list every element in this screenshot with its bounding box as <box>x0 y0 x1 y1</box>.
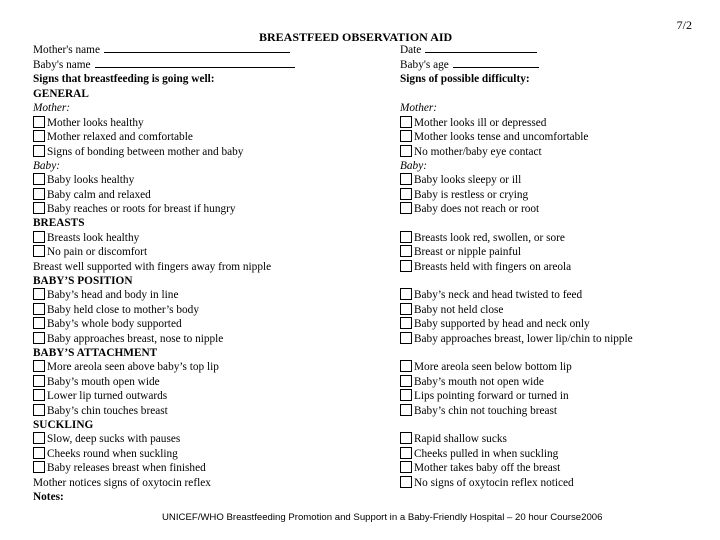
checklist-item[interactable]: Mother looks tense and uncomfortable <box>400 130 588 144</box>
checkbox[interactable] <box>33 389 45 401</box>
section-breasts: BREASTS <box>33 217 85 229</box>
checkbox[interactable] <box>400 476 412 488</box>
checklist-item[interactable]: Baby looks sleepy or ill <box>400 173 521 187</box>
checkbox[interactable] <box>400 130 412 142</box>
checklist-item[interactable]: Breast or nipple painful <box>400 245 521 259</box>
section-general: GENERAL <box>33 88 89 100</box>
checkbox[interactable] <box>33 188 45 200</box>
checkbox[interactable] <box>33 332 45 344</box>
sublabel-mother: Mother: <box>33 102 71 114</box>
checkbox[interactable] <box>400 317 412 329</box>
checkbox[interactable] <box>400 288 412 300</box>
checklist-item[interactable]: Baby’s neck and head twisted to feed <box>400 288 582 302</box>
checkbox[interactable] <box>400 260 412 272</box>
babys-age-field <box>400 58 539 71</box>
checkbox[interactable] <box>400 202 412 214</box>
suckling-note: Mother notices signs of oxytocin reflex <box>33 477 211 489</box>
checklist-item[interactable]: No signs of oxytocin reflex noticed <box>400 476 574 490</box>
checkbox[interactable] <box>33 360 45 372</box>
checkbox[interactable] <box>400 404 412 416</box>
checklist-item[interactable]: Breasts held with fingers on areola <box>400 260 571 274</box>
checkbox[interactable] <box>33 303 45 315</box>
checkbox[interactable] <box>33 116 45 128</box>
checklist-item[interactable]: Lower lip turned outwards <box>33 389 167 403</box>
checklist-item[interactable]: Baby’s mouth open wide <box>33 375 160 389</box>
checklist-item[interactable]: Baby’s chin touches breast <box>33 404 168 418</box>
checklist-item[interactable]: Baby releases breast when finished <box>33 461 206 475</box>
checkbox[interactable] <box>400 461 412 473</box>
checklist-item[interactable]: Lips pointing forward or turned in <box>400 389 569 403</box>
checkbox[interactable] <box>400 303 412 315</box>
checklist-item[interactable]: More areola seen below bottom lip <box>400 360 572 374</box>
checkbox[interactable] <box>33 145 45 157</box>
checklist-item[interactable]: Mother takes baby off the breast <box>400 461 560 475</box>
checklist-item[interactable]: Baby approaches breast, nose to nipple <box>33 332 223 346</box>
checklist-item[interactable]: Baby does not reach or root <box>400 202 539 216</box>
checklist-item[interactable]: Baby is restless or crying <box>400 188 528 202</box>
checkbox[interactable] <box>33 432 45 444</box>
sublabel-baby: Baby: <box>400 160 427 172</box>
checkbox[interactable] <box>400 188 412 200</box>
checklist-item[interactable]: Baby reaches or roots for breast if hungry <box>33 202 236 216</box>
checklist-item[interactable]: Signs of bonding between mother and baby <box>33 145 243 159</box>
checkbox[interactable] <box>33 461 45 473</box>
checklist-item[interactable]: No pain or discomfort <box>33 245 147 259</box>
mothers-name-label: Mother's name <box>33 44 100 56</box>
left-heading: Signs that breastfeeding is going well: <box>33 73 215 85</box>
checkbox[interactable] <box>33 447 45 459</box>
babys-name-label: Baby's name <box>33 59 91 71</box>
checklist-item[interactable]: Baby not held close <box>400 303 503 317</box>
checklist-item[interactable]: Baby’s mouth not open wide <box>400 375 544 389</box>
checklist-item[interactable]: Baby approaches breast, lower lip/chin to nipple <box>400 332 633 346</box>
sublabel-mother: Mother: <box>400 102 438 114</box>
checklist-item[interactable]: Baby calm and relaxed <box>33 188 151 202</box>
checkbox[interactable] <box>400 432 412 444</box>
checkbox[interactable] <box>33 173 45 185</box>
checkbox[interactable] <box>33 130 45 142</box>
footer: UNICEF/WHO Breastfeeding Promotion and Support in a Baby-Friendly Hospital – 20 hour Course2006 <box>162 512 603 523</box>
checklist-item[interactable]: Breasts look healthy <box>33 231 139 245</box>
mothers-name-field <box>33 43 290 56</box>
checklist-item[interactable]: More areola seen above baby’s top lip <box>33 360 219 374</box>
checklist-item[interactable]: Cheeks pulled in when suckling <box>400 447 558 461</box>
page-number: 7/2 <box>676 18 692 32</box>
checklist-item[interactable]: Mother relaxed and comfortable <box>33 130 193 144</box>
sublabel-baby: Baby: <box>33 160 60 172</box>
checklist-item[interactable]: Baby’s chin not touching breast <box>400 404 557 418</box>
checklist-item[interactable]: Mother looks ill or depressed <box>400 116 546 130</box>
section-attachment: BABY’S ATTACHMENT <box>33 347 158 359</box>
checkbox[interactable] <box>33 404 45 416</box>
checklist-item[interactable]: Baby’s whole body supported <box>33 317 182 331</box>
babys-age-label: Baby's age <box>400 59 449 71</box>
checkbox[interactable] <box>400 389 412 401</box>
checklist-item[interactable]: Rapid shallow sucks <box>400 432 507 446</box>
checklist-item[interactable]: Breasts look red, swollen, or sore <box>400 231 565 245</box>
notes-label: Notes: <box>33 491 64 503</box>
checkbox[interactable] <box>33 245 45 257</box>
checklist-item[interactable]: Slow, deep sucks with pauses <box>33 432 180 446</box>
checkbox[interactable] <box>400 375 412 387</box>
checkbox[interactable] <box>33 231 45 243</box>
checkbox[interactable] <box>400 231 412 243</box>
date-blank[interactable] <box>425 43 537 53</box>
babys-name-blank[interactable] <box>95 58 295 68</box>
checkbox[interactable] <box>400 145 412 157</box>
date-field <box>400 43 537 56</box>
checkbox[interactable] <box>33 317 45 329</box>
mothers-name-blank[interactable] <box>104 43 290 53</box>
page-title: BREASTFEED OBSERVATION AID <box>259 30 453 44</box>
date-label: Date <box>400 44 422 56</box>
checklist-item[interactable]: Cheeks round when suckling <box>33 447 178 461</box>
checkbox[interactable] <box>33 288 45 300</box>
checkbox[interactable] <box>33 202 45 214</box>
checkbox[interactable] <box>400 173 412 185</box>
checklist-item[interactable]: Mother looks healthy <box>33 116 144 130</box>
babys-age-blank[interactable] <box>453 58 539 68</box>
checkbox[interactable] <box>400 116 412 128</box>
section-suckling: SUCKLING <box>33 419 94 431</box>
checkbox[interactable] <box>400 245 412 257</box>
checklist-item[interactable]: Baby supported by head and neck only <box>400 317 590 331</box>
checklist-item[interactable]: Baby looks healthy <box>33 173 134 187</box>
checkbox[interactable] <box>33 375 45 387</box>
section-position: BABY’S POSITION <box>33 275 133 287</box>
checklist-item[interactable]: Baby’s head and body in line <box>33 288 178 302</box>
breasts-note: Breast well supported with fingers away from nipple <box>33 261 272 273</box>
checkbox[interactable] <box>400 360 412 372</box>
checklist-item[interactable]: No mother/baby eye contact <box>400 145 542 159</box>
babys-name-field <box>33 58 295 71</box>
checklist-item[interactable]: Baby held close to mother’s body <box>33 303 199 317</box>
checkbox[interactable] <box>400 332 412 344</box>
checkbox[interactable] <box>400 447 412 459</box>
right-heading: Signs of possible difficulty: <box>400 73 530 85</box>
